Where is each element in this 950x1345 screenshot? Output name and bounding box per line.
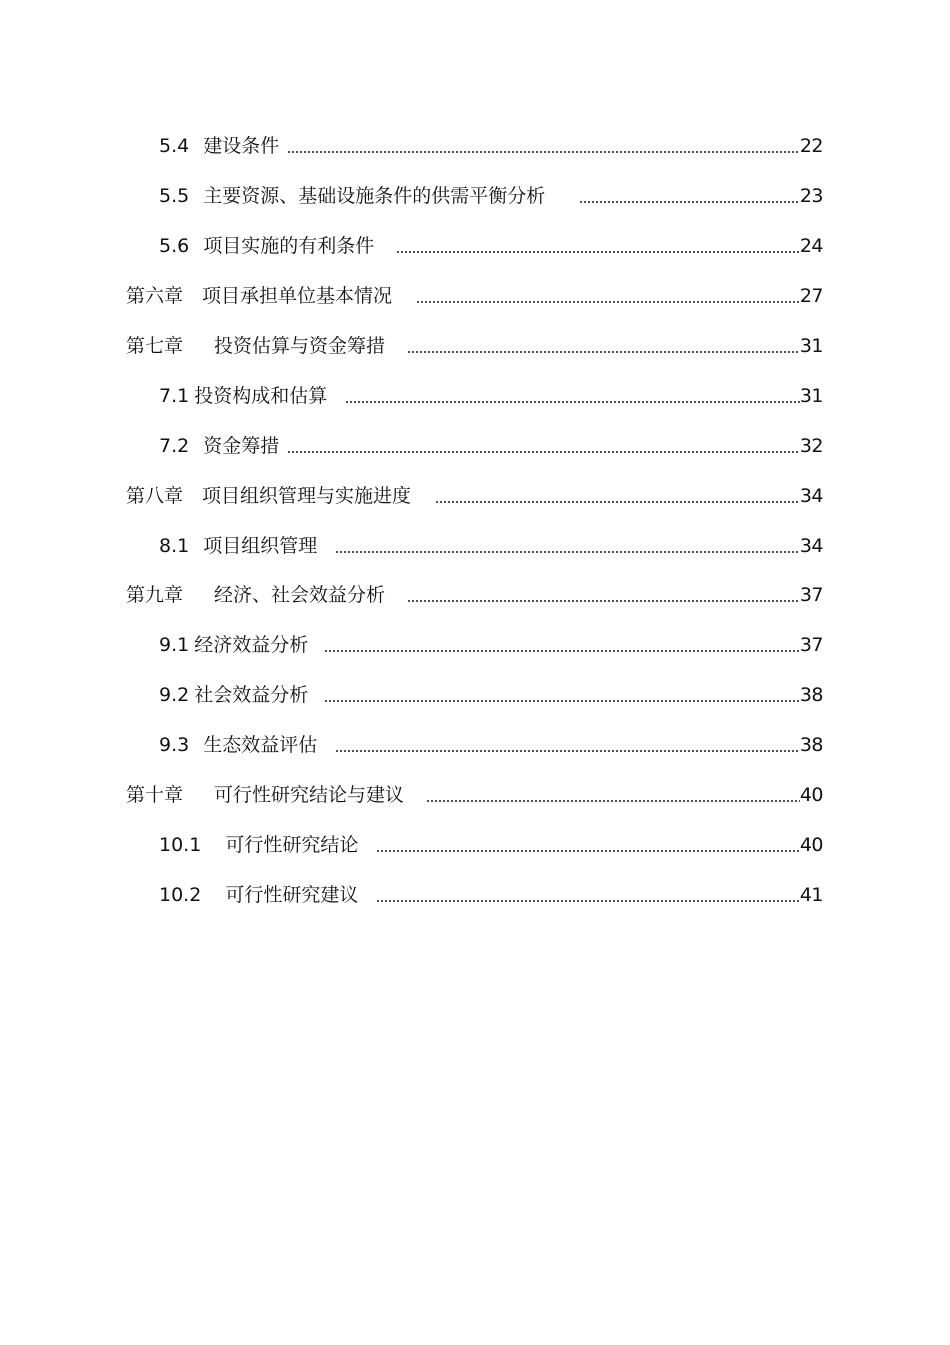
toc-entry-title: 项目承担单位基本情况 bbox=[202, 285, 393, 307]
toc-entry-title: 主要资源、基础设施条件的供需平衡分析 bbox=[203, 185, 546, 207]
dot-leader bbox=[324, 700, 800, 702]
toc-entry-number: 第八章 bbox=[126, 485, 184, 507]
toc-entry-page: 40 bbox=[799, 784, 823, 806]
toc-entry-number: 5.6 bbox=[159, 235, 190, 257]
toc-entry-number: 8.1 bbox=[159, 535, 190, 557]
toc-entry-page: 27 bbox=[799, 285, 823, 307]
toc-entry-page: 34 bbox=[799, 485, 823, 507]
toc-entry-chapter-9[interactable] bbox=[126, 577, 823, 607]
toc-entry-title: 项目实施的有利条件 bbox=[203, 235, 375, 257]
dot-leader bbox=[287, 451, 800, 453]
toc-entry-8-1[interactable] bbox=[159, 528, 823, 558]
toc-entry-5-6[interactable] bbox=[159, 228, 823, 258]
dot-leader bbox=[345, 401, 800, 403]
toc-entry-title: 可行性研究建议 bbox=[225, 884, 359, 906]
toc-entry-9-2[interactable] bbox=[159, 677, 823, 707]
toc-entry-page: 41 bbox=[799, 884, 823, 906]
toc-entry-10-1[interactable] bbox=[159, 827, 823, 857]
toc-entry-number: 第九章 bbox=[126, 584, 184, 606]
toc-entry-number: 9.2 bbox=[159, 684, 190, 706]
dot-leader bbox=[426, 800, 800, 802]
dot-leader bbox=[287, 151, 800, 153]
toc-entry-number: 7.1 bbox=[159, 385, 190, 407]
toc-entry-page: 31 bbox=[799, 335, 823, 357]
dot-leader bbox=[407, 600, 800, 602]
toc-entry-title: 建设条件 bbox=[203, 135, 280, 157]
dot-leader bbox=[335, 750, 800, 752]
toc-entry-chapter-6[interactable] bbox=[126, 278, 823, 308]
toc-entry-number: 第六章 bbox=[126, 285, 184, 307]
toc-entry-page: 31 bbox=[799, 385, 823, 407]
toc-entry-title: 资金筹措 bbox=[203, 435, 280, 457]
dot-leader bbox=[376, 850, 799, 852]
toc-entry-9-1[interactable] bbox=[159, 627, 823, 657]
toc-entry-number: 10.1 bbox=[159, 834, 202, 856]
toc-entry-title: 项目组织管理与实施进度 bbox=[202, 485, 412, 507]
toc-entry-page: 22 bbox=[799, 135, 823, 157]
toc-entry-number: 7.2 bbox=[159, 435, 190, 457]
toc-entry-7-2[interactable] bbox=[159, 428, 823, 458]
toc-entry-chapter-7[interactable] bbox=[126, 328, 823, 358]
toc-entry-number: 第七章 bbox=[126, 335, 184, 357]
dot-leader bbox=[396, 251, 800, 253]
dot-leader bbox=[324, 650, 800, 652]
toc-entry-10-2[interactable] bbox=[159, 877, 823, 907]
dot-leader bbox=[579, 201, 800, 203]
toc-entry-page: 38 bbox=[799, 684, 823, 706]
toc-entry-7-1[interactable] bbox=[159, 378, 823, 408]
toc-entry-number: 5.5 bbox=[159, 185, 190, 207]
toc-entry-page: 24 bbox=[799, 235, 823, 257]
toc-entry-title: 经济、社会效益分析 bbox=[214, 584, 386, 606]
toc-entry-page: 38 bbox=[799, 734, 823, 756]
toc-entry-title: 生态效益评估 bbox=[203, 734, 318, 756]
dot-leader bbox=[407, 351, 800, 353]
toc-entry-page: 37 bbox=[799, 584, 823, 606]
toc-entry-9-3[interactable] bbox=[159, 727, 823, 757]
toc-entry-chapter-10[interactable] bbox=[126, 777, 823, 807]
toc-entry-title: 项目组织管理 bbox=[203, 535, 318, 557]
dot-leader bbox=[416, 301, 800, 303]
toc-entry-title: 投资构成和估算 bbox=[194, 385, 328, 407]
toc-entry-number: 5.4 bbox=[159, 135, 190, 157]
toc-entry-title: 投资估算与资金筹措 bbox=[214, 335, 386, 357]
toc-entry-title: 社会效益分析 bbox=[194, 684, 309, 706]
toc-entry-page: 32 bbox=[799, 435, 823, 457]
toc-entry-number: 第十章 bbox=[126, 784, 184, 806]
toc-entry-title: 可行性研究结论与建议 bbox=[214, 784, 405, 806]
toc-entry-number: 9.1 bbox=[159, 634, 190, 656]
toc-entry-title: 经济效益分析 bbox=[194, 634, 309, 656]
toc-entry-number: 10.2 bbox=[159, 884, 202, 906]
toc-entry-chapter-8[interactable] bbox=[126, 478, 823, 508]
dot-leader bbox=[376, 900, 799, 902]
dot-leader bbox=[435, 501, 800, 503]
dot-leader bbox=[335, 551, 800, 553]
toc-entry-page: 34 bbox=[799, 535, 823, 557]
toc-entry-5-5[interactable] bbox=[159, 178, 823, 208]
toc-entry-title: 可行性研究结论 bbox=[225, 834, 359, 856]
toc-entry-5-4[interactable] bbox=[159, 128, 823, 158]
toc-entry-page: 23 bbox=[799, 185, 823, 207]
toc-entry-number: 9.3 bbox=[159, 734, 190, 756]
toc-entry-page: 40 bbox=[799, 834, 823, 856]
toc-entry-page: 37 bbox=[799, 634, 823, 656]
